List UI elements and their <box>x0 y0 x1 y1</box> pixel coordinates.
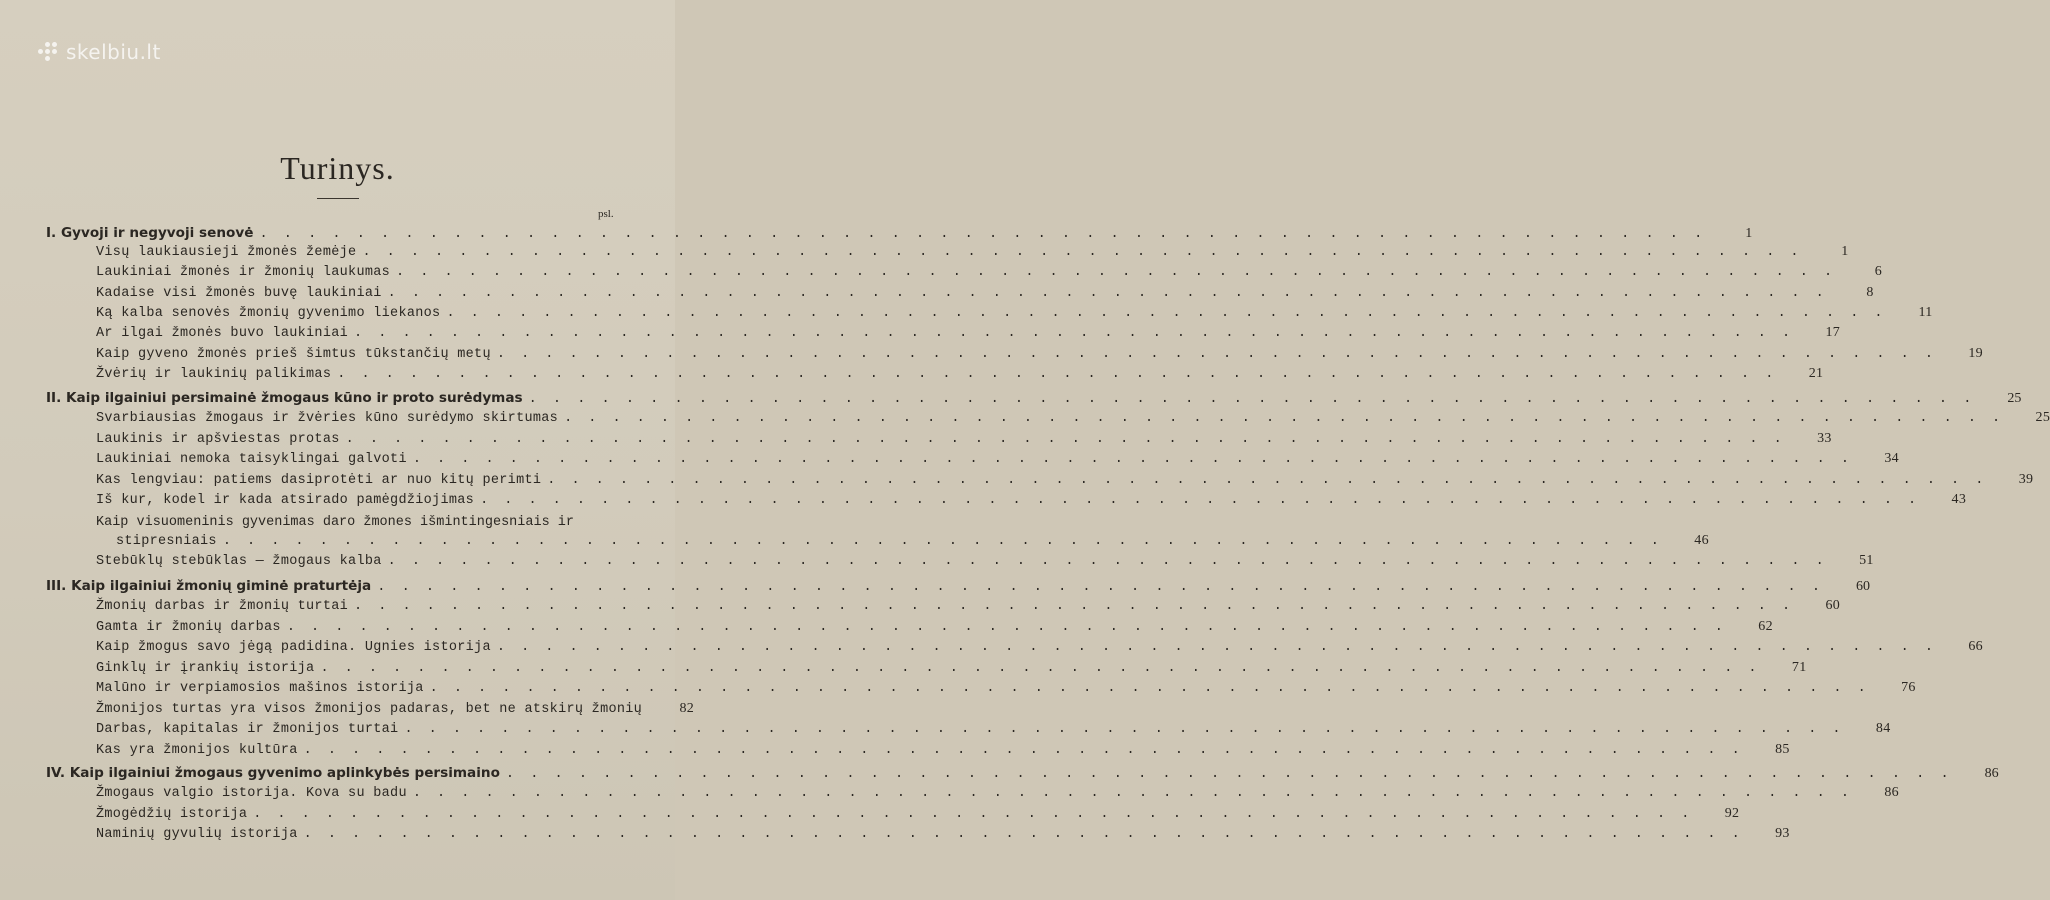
dot-leader: . . . . . . . . . . . . . . . . . . . . . . . . . . . . . . . . . . . . . . . . . . . . . . . . . . . . . . . . . . . . <box>528 392 1976 407</box>
entry-title: Kadaise visi žmonės buvę laukiniai <box>96 286 382 301</box>
dot-leader: . . . . . . . . . . . . . . . . . . . . . . . . . . . . . . . . . . . . . . . . . . . . . . . . . . . . . . . . . . . . <box>259 227 1707 242</box>
page-number: 82 <box>679 701 695 716</box>
entry-row <box>96 806 1740 826</box>
page-number: 43 <box>1951 492 1967 507</box>
dot-leader: . . . . . . . . . . . . . . . . . . . . . . . . . . . . . . . . . . . . . . . . . . . . . . . . . . . . . . . . . . . . <box>320 661 1761 676</box>
entry-row <box>96 325 1841 345</box>
entry-row <box>96 305 1933 325</box>
dot-leader: . . . . . . . . . . . . . . . . . . . . . . . . . . . . . . . . . . . . . . . . . . . . . . . . . . . . . . . . . . . . <box>387 554 1828 569</box>
chapter-row <box>46 390 2022 410</box>
entry-row <box>96 701 695 721</box>
chapter-row <box>46 225 1753 245</box>
dot-leader: . . . . . . . . . . . . . . . . . . . . . . . . . . . . . . . . . . . . . . . . . . . . . . . . . . . . . . . . . . . . <box>396 265 1837 280</box>
dot-leader: . . . . . . . . . . . . . . . . . . . . . . . . . . . . . . . . . . . . . . . . . . . . . . . . . . . . . . . . . . . . <box>496 640 1937 655</box>
entry-title: Žvėrių ir laukinių palikimas <box>96 367 332 382</box>
page-number: 62 <box>1758 619 1773 634</box>
entry-row <box>96 346 1983 366</box>
entry-title: Ginklų ir įrankių istorija <box>96 661 315 676</box>
page-title: Turinys. <box>280 150 395 186</box>
entry-row <box>96 451 1899 471</box>
entry-title: Ką kalba senovės žmonių gyvenimo liekanos <box>96 306 441 321</box>
page-number: 92 <box>1724 806 1740 821</box>
dot-leader: . . . . . . . . . . . . . . . . . . . . . . . . . . . . . . . . . . . . . . . . . . . . . . . . . . . . . . . . . . . . <box>412 786 1853 801</box>
entry-title: Kaip žmogus savo jėgą padidina. Ugnies istorija <box>96 640 491 655</box>
page-number: 39 <box>2018 472 2034 487</box>
dot-leader: . . . . . . . . . . . . . . . . . . . . . . . . . . . . . . . . . . . . . . . . . . . . . . . . . . . . . . . . . . . . <box>345 432 1786 447</box>
chapter-title: III. Kaip ilgainiui žmonių giminė praturtėja <box>46 578 372 594</box>
chapter-row <box>46 578 1871 598</box>
page-number: 17 <box>1825 325 1841 340</box>
entry-row <box>96 826 1790 846</box>
entry-title: Žmonijos turtas yra visos žmonijos padaras, bet ne atskirų žmonių <box>96 702 643 717</box>
entry-row <box>96 264 1883 284</box>
entry-title: Gamta ir žmonių darbas <box>96 620 281 635</box>
page-number: 46 <box>1694 533 1709 548</box>
page-number: 19 <box>1968 346 1983 361</box>
entry-row <box>96 660 1807 680</box>
page-number: 11 <box>1918 305 1933 320</box>
entry-row <box>96 619 1773 639</box>
page-number: 76 <box>1901 680 1916 695</box>
chapter-row <box>46 765 1999 785</box>
entry-title: Laukiniai nemoka taisyklingai galvoti <box>96 452 407 467</box>
entry-title: Svarbiausias žmogaus ir žvėries kūno surėdymo skirtumas <box>96 411 559 426</box>
dot-leader: . . . . . . . . . . . . . . . . . . . . . . . . . . . . . . . . . . . . . . . . . . . . . . . . . . . . . . . . . . . . <box>496 347 1937 362</box>
dot-leader: . . . . . . . . . . . . . . . . . . . . . . . . . . . . . . . . . . . . . . . . . . . . . . . . . . . . . . . . . . . . <box>253 807 1694 822</box>
page-number: 21 <box>1808 366 1824 381</box>
dot-leader: . . . . . . . . . . . . . . . . . . . . . . . . . . . . . . . . . . . . . . . . . . . . . . . . . . . . . . . . . . . . <box>547 473 1988 488</box>
dot-leader: . . . . . . . . . . . . . . . . . . . . . . . . . . . . . . . . . . . . . . . . . . . . . . . . . . . . . . . . . . . . <box>337 367 1778 382</box>
entry-row <box>116 533 1709 553</box>
page-number: 1 <box>1841 244 1849 259</box>
page-number: 8 <box>1866 285 1874 300</box>
watermark-text: skelbiu.lt <box>66 40 161 64</box>
entry-row <box>96 680 1916 700</box>
dot-leader: . . . . . . . . . . . . . . . . . . . . . . . . . . . . . . . . . . . . . . . . . . . . . . . . . . . . . . . . . . . . <box>354 326 1795 341</box>
entry-row <box>96 492 1967 512</box>
page-number: 71 <box>1791 660 1807 675</box>
dot-leader: . . . . . . . . . . . . . . . . . . . . . . . . . . . . . . . . . . . . . . . . . . . . . . . . . . . . . . . . . . . . <box>564 411 2005 426</box>
entry-title: Iš kur, kodel ir kada atsirado pamėgdžiojimas <box>96 493 475 508</box>
dot-leader: . . . . . . . . . . . . . . . . . . . . . . . . . . . . . . . . . . . . . . . . . . . . . . . . . . . . . . . . . . . . <box>505 767 1953 782</box>
entry-row <box>96 553 1874 573</box>
entry-title: Kas lengviau: patiems dasiprotėti ar nuo kitų perimti <box>96 473 542 488</box>
entry-row <box>96 410 2050 430</box>
dot-leader: . . . . . . . . . . . . . . . . . . . . . . . . . . . . . . . . . . . . . . . . . . . . . . . . . . . . . . . . . . . . <box>222 534 1663 549</box>
dot-leader: . . . . . . . . . . . . . . . . . . . . . . . . . . . . . . . . . . . . . . . . . . . . . . . . . . . . . . . . . . . . <box>377 580 1825 595</box>
page-number: 66 <box>1968 639 1983 654</box>
entry-title: Darbas, kapitalas ir žmonijos turtai <box>96 722 399 737</box>
entry-title: Stebūklų stebūklas — žmogaus kalba <box>96 554 382 569</box>
dot-leader: . . . . . . . . . . . . . . . . . . . . . . . . . . . . . . . . . . . . . . . . . . . . . . . . . . . . . . . . . . . . <box>480 493 1921 508</box>
entry-row <box>96 742 1790 762</box>
entry-title: Žmonių darbas ir žmonių turtai <box>96 599 349 614</box>
entry-row <box>96 244 1849 264</box>
entry-title: Ar ilgai žmonės buvo laukiniai <box>96 326 349 341</box>
page-number: 34 <box>1884 451 1899 466</box>
page-number: 25 <box>2035 410 2050 425</box>
dot-leader: . . . . . . . . . . . . . . . . . . . . . . . . . . . . . . . . . . . . . . . . . . . . . . . . . . . . . . . . . . . . <box>354 599 1795 614</box>
page-number: 93 <box>1775 826 1790 841</box>
page-number: 60 <box>1856 579 1871 594</box>
entry-row <box>96 431 1832 451</box>
entry-row <box>96 785 1899 805</box>
entry-row <box>96 472 2034 492</box>
entry-title: Visų laukiausieji žmonės žemėje <box>96 245 357 260</box>
page-number: 33 <box>1817 431 1832 446</box>
page-number: 25 <box>2007 391 2022 406</box>
entry-row <box>96 639 1983 659</box>
page-number: 86 <box>1884 785 1899 800</box>
entry-title: Kaip gyveno žmonės prieš šimtus tūkstančių metų <box>96 347 491 362</box>
page-number: 84 <box>1875 721 1891 736</box>
entry-row <box>96 285 1874 305</box>
entry-title: Žmogaus valgio istorija. Kova su badu <box>96 786 407 801</box>
page-number: 60 <box>1825 598 1841 613</box>
dot-leader: . . . . . . . . . . . . . . . . . . . . . . . . . . . . . . . . . . . . . . . . . . . . . . . . . . . . . . . . . . . . <box>387 286 1828 301</box>
chapter-title: II. Kaip ilgainiui persimainė žmogaus kūno ir proto surėdymas <box>46 390 523 406</box>
page-number: 1 <box>1745 226 1753 241</box>
entry-row <box>96 721 1891 741</box>
dot-leader: . . . . . . . . . . . . . . . . . . . . . . . . . . . . . . . . . . . . . . . . . . . . . . . . . . . . . . . . . . . . <box>362 245 1803 260</box>
entry-title: Kaip visuomeninis gyvenimas daro žmones išmintingesniais ir <box>96 515 574 530</box>
entry-title: Žmogėdžių istorija <box>96 807 248 822</box>
entry-title: Laukiniai žmonės ir žmonių laukumas <box>96 265 391 280</box>
dot-leader: . . . . . . . . . . . . . . . . . . . . . . . . . . . . . . . . . . . . . . . . . . . . . . . . . . . . . . . . . . . . <box>303 743 1744 758</box>
dot-leader: . . . . . . . . . . . . . . . . . . . . . . . . . . . . . . . . . . . . . . . . . . . . . . . . . . . . . . . . . . . . <box>446 306 1887 321</box>
entry-title: Laukinis ir apšviestas protas <box>96 432 340 447</box>
entry-title: Kas yra žmonijos kultūra <box>96 743 298 758</box>
dot-leader: . . . . . . . . . . . . . . . . . . . . . . . . . . . . . . . . . . . . . . . . . . . . . . . . . . . . . . . . . . . . <box>286 620 1727 635</box>
chapter-title: I. Gyvoji ir negyvoji senovė <box>46 225 254 241</box>
chapter-title: IV. Kaip ilgainiui žmogaus gyvenimo aplinkybės persimaino <box>46 765 500 781</box>
entry-title: Malūno ir verpiamosios mašinos istorija <box>96 681 424 696</box>
page-number: 51 <box>1859 553 1874 568</box>
dot-leader: . . . . . . . . . . . . . . . . . . . . . . . . . . . . . . . . . . . . . . . . . . . . . . . . . . . . . . . . . . . . <box>412 452 1853 467</box>
dot-leader: . . . . . . . . . . . . . . . . . . . . . . . . . . . . . . . . . . . . . . . . . . . . . . . . . . . . . . . . . . . . <box>404 722 1845 737</box>
page-number: 85 <box>1775 742 1790 757</box>
entry-title: stipresniais <box>116 534 217 549</box>
dot-leader: . . . . . . . . . . . . . . . . . . . . . . . . . . . . . . . . . . . . . . . . . . . . . . . . . . . . . . . . . . . . <box>429 681 1870 696</box>
entry-title: Naminių gyvulių istorija <box>96 827 298 842</box>
entry-row <box>96 366 1824 386</box>
dot-leader: . . . . . . . . . . . . . . . . . . . . . . . . . . . . . . . . . . . . . . . . . . . . . . . . . . . . . . . . . . . . <box>303 827 1744 842</box>
page-number: 6 <box>1874 264 1883 279</box>
page-column-label: psl. <box>598 208 614 220</box>
page-number: 86 <box>1984 766 1999 781</box>
entry-row <box>96 598 1841 618</box>
